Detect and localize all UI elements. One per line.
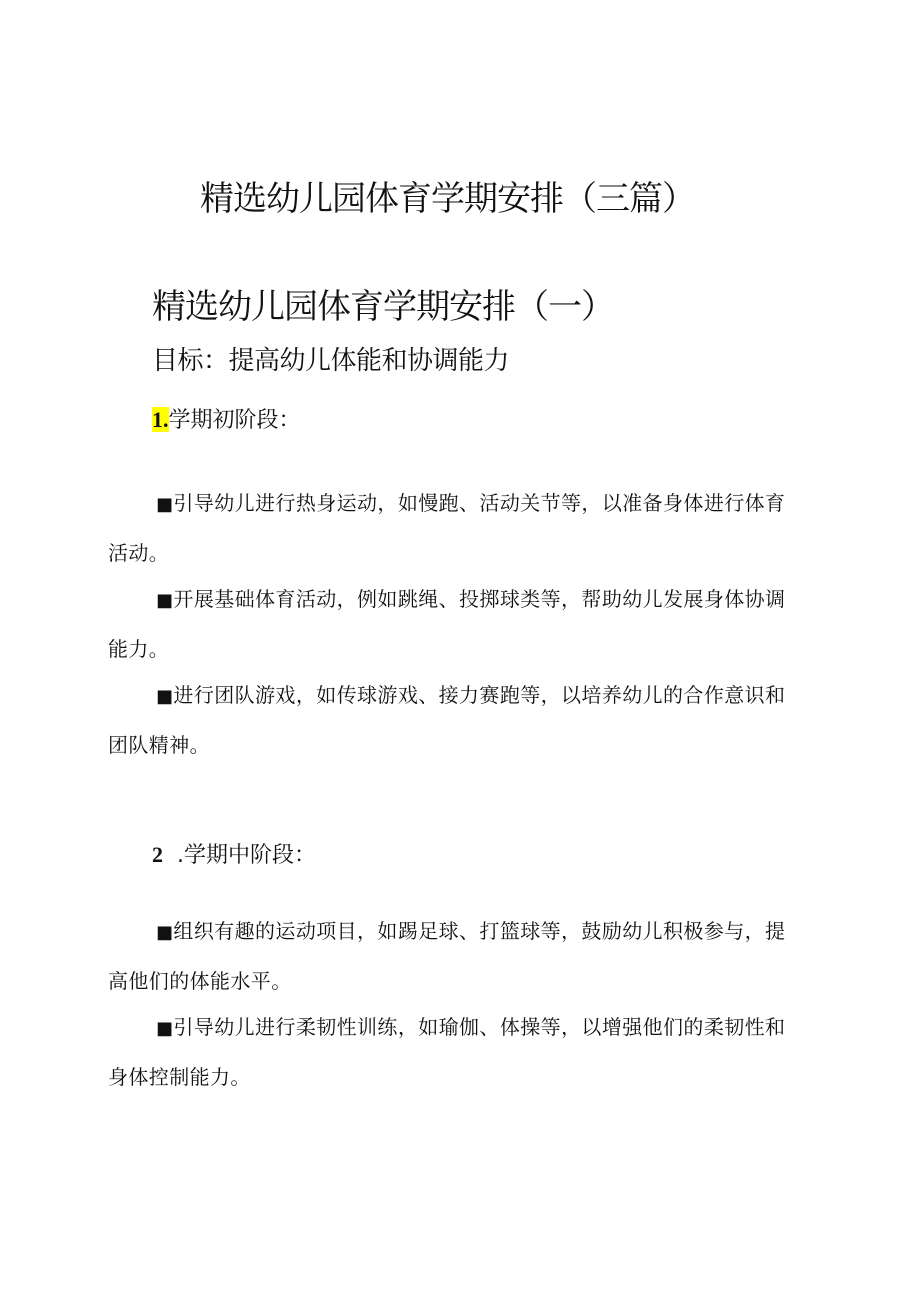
goal-statement: 目标：提高幼儿体能和协调能力: [152, 346, 510, 376]
bullet-square-icon: ■: [156, 1018, 174, 1039]
list-item-text: 进行团队游戏，如传球游戏、接力赛跑等，以培养幼儿的合作意识和团队精神。: [108, 683, 786, 757]
list-item: [108, 671, 801, 769]
list-item-text: 组织有趣的运动项目，如踢足球、打篮球等，鼓励幼儿积极参与，提高他们的体能水平。: [108, 919, 786, 993]
stage-heading-1: [152, 404, 301, 437]
list-item-text: 开展基础体育活动，例如跳绳、投掷球类等，帮助幼儿发展身体协调能力。: [108, 587, 786, 661]
bullet-square-icon: ■: [156, 922, 174, 943]
stage-number-1: 1.: [152, 407, 169, 432]
main-title: 精选幼儿园体育学期安排（三篇）: [200, 179, 695, 219]
bullet-square-icon: ■: [156, 494, 174, 515]
list-item: [108, 907, 801, 1005]
list-item-text: 引导幼儿进行热身运动，如慢跑、活动关节等，以准备身体进行体育活动。: [108, 491, 786, 565]
stage-heading-2: [152, 839, 316, 872]
stage-label-1: 学期初阶段：: [168, 408, 301, 433]
section-title: 精选幼儿园体育学期安排（一）: [152, 287, 614, 327]
list-item: [108, 479, 801, 577]
bullet-square-icon: ■: [156, 590, 174, 611]
list-item: [108, 575, 801, 673]
stage-number-2: 2: [152, 842, 163, 867]
bullet-square-icon: ■: [156, 686, 174, 707]
list-item-text: 引导幼儿进行柔韧性训练，如瑜伽、体操等，以增强他们的柔韧性和身体控制能力。: [108, 1015, 786, 1089]
stage-label-2: .学期中阶段：: [177, 843, 316, 868]
list-item: [108, 1003, 801, 1101]
